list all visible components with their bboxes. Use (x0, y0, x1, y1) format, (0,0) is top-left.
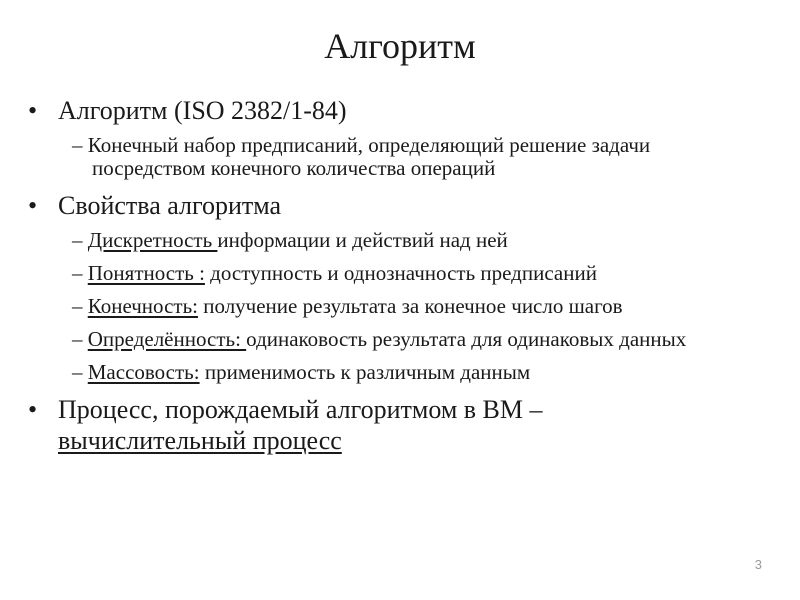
bullet-text: Свойства алгоритма (58, 191, 282, 220)
sub-item-text: одинаковость результата для одинаковых данных (246, 327, 687, 351)
term: Массовость: (87, 360, 200, 384)
dash: – (72, 327, 88, 351)
term: Дискретность (87, 228, 218, 252)
dash: – (72, 133, 88, 157)
sub-item-text: применимость к различным данным (199, 360, 531, 384)
page-number: 3 (754, 557, 762, 572)
sub-item-clarity (72, 262, 768, 285)
sub-item-text: получение результата за конечное число шагов (197, 294, 623, 318)
sub-item-text: информации и действий над ней (217, 228, 508, 252)
dash: – (72, 294, 88, 318)
bullet-icon (28, 95, 48, 126)
sub-item-discreteness (72, 229, 768, 252)
dash: – (72, 360, 88, 384)
sub-item-determinacy (72, 328, 768, 351)
sub-item-finiteness (72, 295, 768, 318)
bullet-item-algorithm (28, 95, 768, 126)
sub-item-text: Конечный набор предписаний, определяющий решение задачи посредством конечного количества операций (87, 133, 651, 180)
sub-item-text: доступность и однозначность предписаний (204, 261, 597, 285)
term: Определённость: (87, 327, 247, 351)
bullet-text: Процесс, порождаемый алгоритмом в ВМ – (58, 395, 543, 424)
term: Понятность : (87, 261, 205, 285)
sub-item-massiveness (72, 361, 768, 384)
term: Конечность: (87, 294, 198, 318)
slide-content (28, 95, 768, 464)
dash: – (72, 228, 88, 252)
bullet-item-properties (28, 190, 768, 221)
bullet-icon (28, 394, 48, 425)
underlined-term: вычислительный процесс (58, 426, 342, 455)
sub-item-definition (72, 134, 768, 180)
slide-title: Алгоритм (324, 26, 476, 66)
bullet-icon (28, 190, 48, 221)
dash: – (72, 261, 88, 285)
bullet-item-process (28, 394, 768, 456)
bullet-text: Алгоритм (ISO 2382/1-84) (58, 96, 347, 125)
